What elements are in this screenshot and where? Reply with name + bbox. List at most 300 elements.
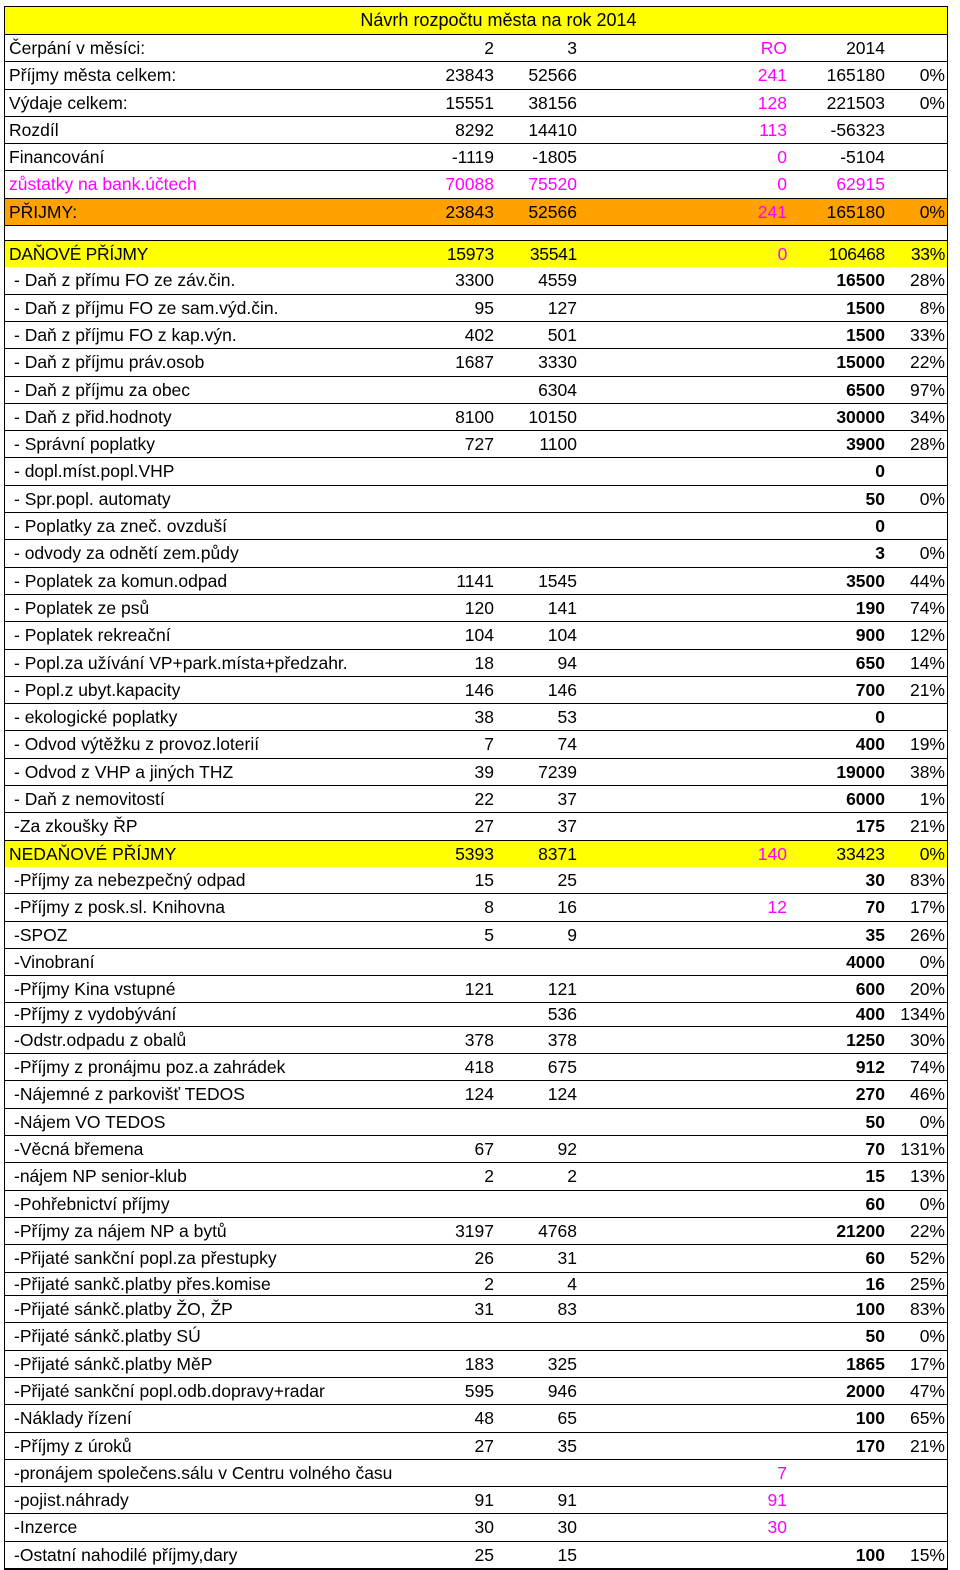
row-label: -SPOZ — [14, 924, 68, 945]
col-2014: 30000 — [836, 406, 885, 427]
col-2014: 2014 — [846, 38, 885, 58]
col-percent: 46% — [909, 1084, 945, 1105]
summary-row — [5, 62, 947, 89]
col-percent: 19% — [909, 734, 945, 755]
table-row — [5, 1323, 947, 1350]
row-label: -Nájemné z parkovišť TEDOS — [14, 1084, 245, 1105]
col-month-2: 91 — [474, 1490, 494, 1511]
col-2014: 900 — [855, 625, 885, 646]
col-percent: 0% — [919, 543, 945, 564]
col-2014: 19000 — [836, 761, 885, 782]
col-month-3: 536 — [547, 1004, 577, 1025]
row-label: DAŇOVÉ PŘÍJMY — [9, 244, 149, 265]
row-label: -Věcná břemena — [14, 1139, 144, 1160]
col-ro: 140 — [757, 843, 787, 864]
col-2014: 2000 — [846, 1380, 885, 1401]
table-row — [5, 1405, 947, 1432]
row-label: - Daň z příjmu práv.osob — [14, 352, 205, 373]
col-2014: 70 — [865, 1139, 885, 1160]
col-month-3: 35 — [557, 1435, 577, 1456]
table-row — [5, 1433, 947, 1460]
col-month-3: 37 — [557, 816, 577, 837]
col-month-2: 70088 — [445, 174, 494, 195]
col-percent: 17% — [909, 897, 945, 918]
col-month-3: 1100 — [539, 434, 577, 455]
col-percent: 12% — [909, 625, 945, 646]
col-2014: 1250 — [846, 1029, 885, 1050]
col-2014: 270 — [855, 1084, 885, 1105]
row-label: PŘIJMY: — [9, 201, 78, 222]
row-label: -nájem NP senior-klub — [14, 1166, 187, 1187]
col-month-3: 38156 — [528, 92, 577, 113]
row-label: - ekologické poplatky — [14, 707, 178, 728]
budget-sheet — [4, 6, 948, 1570]
table-row — [5, 650, 947, 677]
col-month-3: 104 — [547, 625, 577, 646]
col-month-3: 75520 — [528, 174, 577, 195]
col-month-3: 91 — [557, 1490, 577, 1511]
col-month-3: 3 — [567, 38, 577, 58]
col-month-3: 946 — [547, 1380, 577, 1401]
col-month-3: 501 — [547, 324, 577, 345]
table-row — [5, 786, 947, 813]
row-label: - Poplatek za komun.odpad — [14, 570, 228, 591]
table-row — [5, 1351, 947, 1378]
nedanove-header-row — [5, 841, 947, 867]
col-month-2: 8 — [484, 897, 494, 918]
col-percent: 15% — [909, 1544, 945, 1565]
table-row — [5, 1191, 947, 1218]
col-percent: 97% — [909, 379, 945, 400]
col-percent: 74% — [909, 597, 945, 618]
col-percent: 83% — [909, 1299, 945, 1320]
row-label: -Příjmy za nájem NP a bytů — [14, 1220, 227, 1241]
col-month-3: 121 — [547, 979, 577, 1000]
table-row — [5, 867, 947, 894]
col-2014: 165180 — [826, 65, 885, 86]
bank-balance-row — [5, 171, 947, 198]
table-row — [5, 1027, 947, 1054]
row-label: - Popl.za užívání VP+park.místa+předzahr. — [14, 652, 348, 673]
col-month-2: 104 — [464, 625, 494, 646]
nedanove-rows — [5, 867, 947, 1569]
col-ro: 241 — [757, 201, 787, 222]
col-ro: 0 — [777, 147, 787, 168]
col-2014: 600 — [855, 979, 885, 1000]
row-label: -Příjmy z vydobývání — [14, 1004, 177, 1025]
row-label: -Příjmy za nebezpečný odpad — [14, 869, 246, 890]
col-2014: 33423 — [836, 843, 885, 864]
row-label: -Přijaté sankč.platby přes.komise — [14, 1273, 271, 1294]
row-label: - Daň z přímu FO ze záv.čin. — [14, 270, 236, 291]
col-ro: 0 — [777, 174, 787, 195]
col-month-3: 2 — [567, 1166, 577, 1187]
col-month-2: 2 — [484, 1166, 494, 1187]
col-percent: 33% — [909, 324, 945, 345]
col-percent: 33% — [910, 244, 945, 265]
col-month-2: 7 — [484, 734, 494, 755]
col-2014: 1500 — [846, 297, 885, 318]
col-2014: 60 — [865, 1193, 885, 1214]
table-row — [5, 976, 947, 1003]
table-row — [5, 595, 947, 622]
col-month-3: 65 — [557, 1408, 577, 1429]
col-month-2: 8292 — [455, 119, 494, 140]
col-2014: 700 — [855, 679, 885, 700]
col-percent: 8% — [919, 297, 945, 318]
table-row — [5, 677, 947, 704]
col-2014: 50 — [865, 1326, 885, 1347]
row-label: -Nájem VO TEDOS — [14, 1111, 166, 1132]
table-row — [5, 322, 947, 349]
col-month-3: 7239 — [538, 761, 577, 782]
row-label: - Spr.popl. automaty — [14, 488, 171, 509]
table-row — [5, 431, 947, 458]
row-label: -Přijaté sánkč.platby SÚ — [14, 1326, 201, 1347]
col-month-2: 15551 — [445, 92, 494, 113]
col-2014: 3500 — [846, 570, 885, 591]
spacer-row — [5, 226, 947, 241]
row-label: - Daň z příjmu za obec — [14, 379, 191, 400]
col-ro: 91 — [767, 1490, 787, 1511]
col-month-2: 121 — [464, 979, 494, 1000]
row-label: Příjmy města celkem: — [9, 65, 177, 86]
summary-row — [5, 117, 947, 144]
col-percent: 21% — [909, 679, 945, 700]
col-ro: 241 — [757, 65, 787, 86]
col-2014: 50 — [865, 488, 885, 509]
row-label: - Daň z nemovitostí — [14, 789, 165, 810]
col-percent: 0% — [919, 65, 945, 86]
table-row — [5, 267, 947, 294]
row-label: -Inzerce — [14, 1517, 78, 1538]
row-label: -Za zkoušky ŘP — [14, 816, 138, 837]
col-2014: 21200 — [836, 1220, 885, 1241]
col-month-2: 48 — [474, 1408, 494, 1429]
col-month-3: 53 — [557, 707, 577, 728]
row-label: -Příjmy z úroků — [14, 1435, 132, 1456]
col-ro: 12 — [767, 897, 787, 918]
col-month-2: 1687 — [455, 352, 494, 373]
col-ro: 30 — [767, 1517, 787, 1538]
col-2014: 170 — [855, 1435, 885, 1456]
col-month-2: 31 — [474, 1299, 494, 1320]
col-month-3: 8371 — [538, 843, 577, 864]
col-percent: 65% — [909, 1408, 945, 1429]
col-2014: 15000 — [836, 352, 885, 373]
table-row — [5, 1487, 947, 1514]
col-month-2: 378 — [464, 1029, 494, 1050]
col-percent: 83% — [909, 869, 945, 890]
col-month-3: 675 — [547, 1057, 577, 1078]
col-percent: 1% — [919, 789, 945, 810]
col-month-2: 3197 — [455, 1220, 494, 1241]
col-month-2: 38 — [474, 707, 494, 728]
table-row — [5, 1296, 947, 1323]
col-2014: 3 — [875, 543, 885, 564]
col-percent: 134% — [900, 1004, 945, 1025]
row-label: zůstatky na bank.účtech — [9, 174, 197, 195]
col-2014: 400 — [855, 734, 885, 755]
row-label: -Náklady řízení — [14, 1408, 132, 1429]
col-percent: 14% — [909, 652, 945, 673]
col-month-3: 10150 — [528, 406, 577, 427]
col-month-2: 23843 — [445, 201, 494, 222]
row-label: Rozdíl — [9, 119, 59, 140]
col-month-2: 5393 — [455, 843, 494, 864]
col-month-3: 9 — [567, 924, 577, 945]
col-2014: 100 — [855, 1299, 885, 1320]
col-2014: 6000 — [846, 789, 885, 810]
row-label: - Správní poplatky — [14, 434, 156, 455]
col-2014: 60 — [865, 1248, 885, 1269]
col-percent: 47% — [909, 1380, 945, 1401]
col-2014: 6500 — [846, 379, 885, 400]
col-month-3: 141 — [547, 597, 577, 618]
col-percent: 0% — [919, 1111, 945, 1132]
col-month-2: 26 — [474, 1248, 494, 1269]
col-month-3: 15 — [557, 1544, 577, 1565]
page-title: Návrh rozpočtu města na rok 2014 — [360, 10, 637, 30]
col-ro: 0 — [777, 244, 787, 265]
table-row — [5, 1109, 947, 1136]
col-percent: 34% — [909, 406, 945, 427]
col-month-2: 120 — [464, 597, 494, 618]
col-month-2: 15973 — [446, 244, 494, 265]
row-label: - Poplatek ze psů — [14, 597, 150, 618]
col-month-2: 2 — [484, 1273, 494, 1294]
table-row — [5, 1054, 947, 1081]
row-label: -Pohřebnictví příjmy — [14, 1193, 170, 1214]
col-month-3: 4559 — [538, 270, 577, 291]
row-label: -Přijaté sánkč.platby ŽO, ŽP — [14, 1299, 233, 1320]
col-month-2: 5 — [484, 924, 494, 945]
col-percent: 0% — [919, 1326, 945, 1347]
col-month-3: 378 — [547, 1029, 577, 1050]
col-ro: RO — [760, 38, 787, 58]
col-month-3: 30 — [557, 1517, 577, 1538]
table-row — [5, 1163, 947, 1190]
row-label: -Přijaté sánkč.platby MěP — [14, 1353, 213, 1374]
col-2014: -5104 — [840, 147, 885, 168]
col-month-3: 325 — [547, 1353, 577, 1374]
col-2014: 190 — [855, 597, 885, 618]
row-label: - Poplatek rekreační — [14, 625, 171, 646]
col-percent: 21% — [909, 816, 945, 837]
col-2014: 650 — [855, 652, 885, 673]
col-2014: 70 — [865, 897, 885, 918]
table-row — [5, 486, 947, 513]
row-label: - Odvod výtěžku z provoz.loterií — [14, 734, 260, 755]
row-label: -Odstr.odpadu z obalů — [14, 1029, 187, 1050]
col-2014: -56323 — [830, 119, 885, 140]
table-row — [5, 513, 947, 540]
col-percent: 17% — [909, 1353, 945, 1374]
col-2014: 165180 — [826, 201, 885, 222]
danove-rows — [5, 267, 947, 840]
table-row — [5, 622, 947, 649]
col-month-2: 402 — [464, 324, 494, 345]
table-row — [5, 813, 947, 840]
summary-block — [5, 35, 947, 171]
table-row — [5, 1273, 947, 1297]
row-label: - Popl.z ubyt.kapacity — [14, 679, 181, 700]
row-label: - Poplatky za zneč. ovzduší — [14, 516, 228, 537]
col-month-2: 23843 — [445, 65, 494, 86]
row-label: -Příjmy z posk.sl. Knihovna — [14, 897, 226, 918]
col-percent: 28% — [909, 270, 945, 291]
row-label: -Přijaté sankční popl.za přestupky — [14, 1248, 277, 1269]
col-month-2: 8100 — [455, 406, 494, 427]
col-percent: 30% — [909, 1029, 945, 1050]
col-percent: 21% — [909, 1435, 945, 1456]
col-month-2: 25 — [474, 1544, 494, 1565]
col-month-2: 183 — [464, 1353, 494, 1374]
col-month-3: 83 — [557, 1299, 577, 1320]
col-month-2: -1119 — [451, 147, 494, 168]
col-2014: 912 — [855, 1057, 885, 1078]
col-percent: 131% — [900, 1139, 945, 1160]
col-month-2: 146 — [464, 679, 494, 700]
col-percent: 13% — [909, 1166, 945, 1187]
col-month-3: 37 — [557, 789, 577, 810]
title-row — [5, 7, 947, 35]
col-month-3: 6304 — [538, 379, 577, 400]
col-2014: 1500 — [846, 324, 885, 345]
col-2014: 221503 — [826, 92, 885, 113]
table-row — [5, 1514, 947, 1541]
col-month-3: 4 — [567, 1273, 577, 1294]
table-row — [5, 1460, 947, 1487]
col-2014: 3900 — [846, 434, 885, 455]
table-row — [5, 295, 947, 322]
col-percent: 0% — [919, 201, 945, 222]
col-2014: 100 — [855, 1408, 885, 1429]
table-row — [5, 704, 947, 731]
col-month-2: 27 — [474, 1435, 494, 1456]
col-month-3: 35541 — [529, 244, 577, 265]
col-2014: 30 — [865, 869, 885, 890]
col-month-2: 15 — [474, 869, 494, 890]
col-month-2: 18 — [474, 652, 494, 673]
col-month-3: 31 — [557, 1248, 577, 1269]
col-2014: 50 — [865, 1111, 885, 1132]
row-label: - dopl.míst.popl.VHP — [14, 461, 175, 482]
col-percent: 74% — [909, 1057, 945, 1078]
col-month-3: 3330 — [538, 352, 577, 373]
col-2014: 100 — [855, 1544, 885, 1565]
col-percent: 20% — [909, 979, 945, 1000]
col-month-3: 1545 — [538, 570, 577, 591]
row-label: Čerpání v měsíci: — [9, 38, 146, 58]
summary-row — [5, 144, 947, 171]
col-month-2: 39 — [474, 761, 494, 782]
row-label: - Daň z příjmu FO ze sam.výd.čin. — [14, 297, 279, 318]
col-percent: 0% — [919, 92, 945, 113]
row-label: Výdaje celkem: — [9, 92, 128, 113]
col-month-3: 16 — [557, 897, 577, 918]
col-percent: 28% — [909, 434, 945, 455]
col-ro: 128 — [757, 92, 787, 113]
col-month-3: 74 — [557, 734, 577, 755]
col-2014: 4000 — [846, 951, 885, 972]
table-row — [5, 404, 947, 431]
table-row — [5, 1245, 947, 1272]
row-label: NEDAŇOVÉ PŘÍJMY — [9, 843, 177, 864]
col-2014: 0 — [875, 516, 885, 537]
col-month-2: 727 — [464, 434, 494, 455]
col-month-3: 146 — [547, 679, 577, 700]
col-percent: 0% — [919, 1193, 945, 1214]
col-2014: 0 — [875, 461, 885, 482]
table-row — [5, 349, 947, 376]
row-label: -Vinobraní — [14, 951, 95, 972]
col-ro: 7 — [777, 1462, 787, 1483]
col-month-3: 14410 — [528, 119, 577, 140]
col-month-3: -1805 — [532, 147, 577, 168]
table-row — [5, 894, 947, 921]
col-month-2: 30 — [474, 1517, 494, 1538]
col-percent: 52% — [909, 1248, 945, 1269]
col-percent: 22% — [909, 1220, 945, 1241]
table-row — [5, 1081, 947, 1108]
col-month-2: 95 — [474, 297, 494, 318]
table-row — [5, 568, 947, 595]
row-label: -Ostatní nahodilé příjmy,dary — [14, 1544, 238, 1565]
col-percent: 38% — [909, 761, 945, 782]
table-row — [5, 1378, 947, 1405]
col-2014: 0 — [875, 707, 885, 728]
col-month-2: 595 — [464, 1380, 494, 1401]
row-label: - Odvod z VHP a jiných THZ — [14, 761, 234, 782]
col-month-3: 52566 — [528, 65, 577, 86]
col-percent: 0% — [919, 951, 945, 972]
col-month-3: 94 — [557, 652, 577, 673]
col-percent: 26% — [909, 924, 945, 945]
col-2014: 1865 — [846, 1353, 885, 1374]
table-row — [5, 922, 947, 949]
col-2014: 400 — [855, 1004, 885, 1025]
col-month-3: 25 — [557, 869, 577, 890]
col-2014: 62915 — [836, 174, 885, 195]
row-label: - odvody za odnětí zem.půdy — [14, 543, 239, 564]
col-2014: 175 — [855, 816, 885, 837]
col-percent: 25% — [909, 1273, 945, 1294]
row-label: -Příjmy Kina vstupné — [14, 979, 176, 1000]
col-percent: 44% — [909, 570, 945, 591]
col-month-2: 67 — [474, 1139, 494, 1160]
col-month-2: 1141 — [456, 570, 494, 591]
col-ro: 113 — [759, 119, 787, 140]
col-percent: 0% — [919, 843, 945, 864]
col-month-2: 22 — [474, 789, 494, 810]
table-row — [5, 759, 947, 786]
col-month-2: 418 — [464, 1057, 494, 1078]
col-2014: 106468 — [828, 244, 885, 265]
summary-row — [5, 90, 947, 117]
col-month-2: 27 — [474, 816, 494, 837]
row-label: -pojist.náhrady — [14, 1490, 129, 1511]
table-row — [5, 1218, 947, 1245]
col-month-3: 52566 — [528, 201, 577, 222]
col-2014: 16 — [865, 1273, 885, 1294]
row-label: Financování — [9, 147, 105, 168]
row-label: - Daň z přid.hodnoty — [14, 406, 172, 427]
table-row — [5, 949, 947, 976]
table-row — [5, 1136, 947, 1163]
row-label: - Daň z příjmu FO z kap.výn. — [14, 324, 237, 345]
col-month-2: 3300 — [455, 270, 494, 291]
